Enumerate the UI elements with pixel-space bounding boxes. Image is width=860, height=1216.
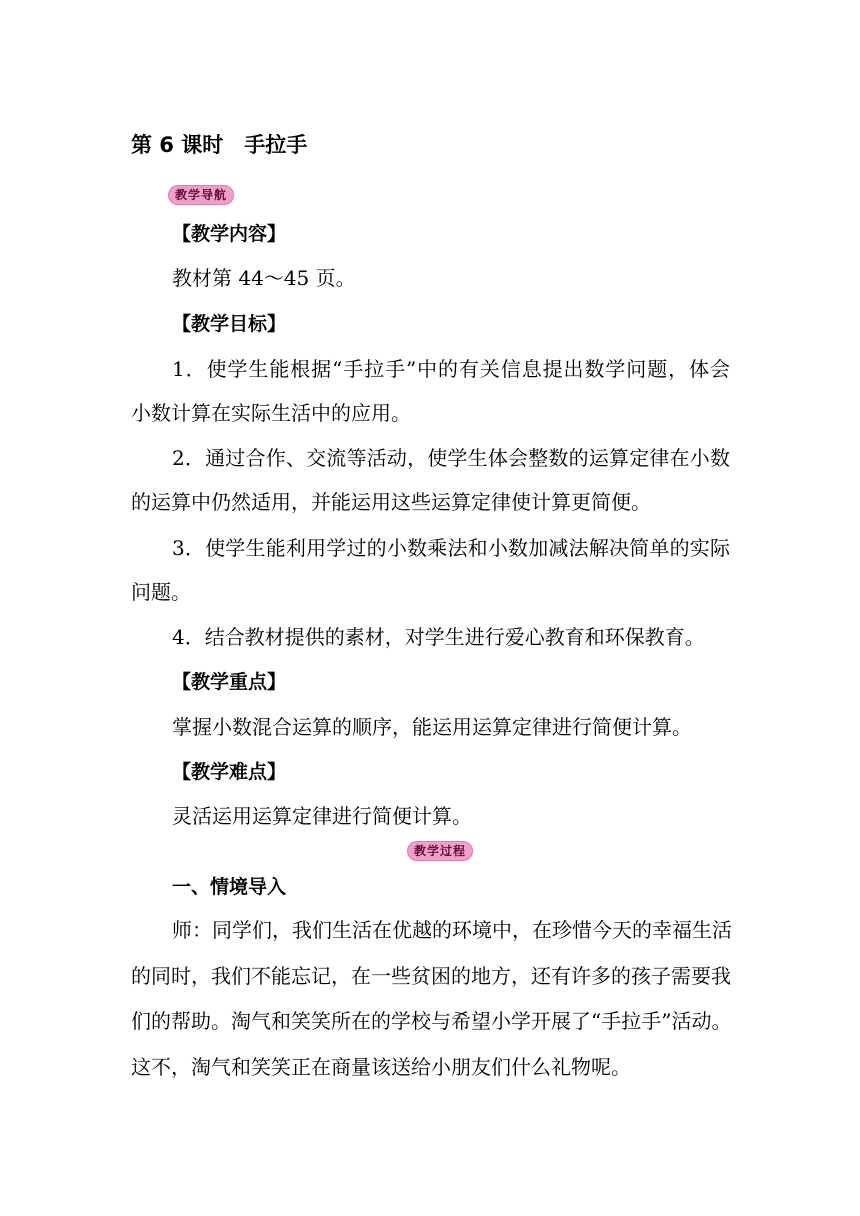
objective-2-line-1: 2．通过合作、交流等活动，使学生体会整数的运算定律在小数 <box>172 446 730 470</box>
lesson-title: 第 6 课时 手拉手 <box>131 133 308 157</box>
section-1-line-2: 的同时，我们不能忘记，在一些贫困的地方，还有许多的孩子需要我 <box>131 964 731 988</box>
teaching-process-badge: 教学过程 <box>407 841 473 861</box>
key-points-text: 掌握小数混合运算的顺序，能运用运算定律进行简便计算。 <box>172 715 692 739</box>
objective-2-line-2: 的运算中仍然适用，并能运用这些运算定律使计算更简便。 <box>131 490 651 514</box>
teaching-guide-badge: 教学导航 <box>168 185 234 205</box>
content-text: 教材第 44～45 页。 <box>172 266 356 290</box>
key-points-heading: 【教学重点】 <box>172 671 287 693</box>
section-1-line-3: 们的帮助。淘气和笑笑所在的学校与希望小学开展了“手拉手”活动。 <box>131 1009 732 1033</box>
objective-3-line-1: 3．使学生能利用学过的小数乘法和小数加减法解决简单的实际 <box>172 536 730 560</box>
section-1-line-1: 师：同学们，我们生活在优越的环境中，在珍惜今天的幸福生活 <box>172 918 732 942</box>
section-1-heading: 一、情境导入 <box>172 876 287 898</box>
content-heading: 【教学内容】 <box>172 223 287 245</box>
difficult-points-text: 灵活运用运算定律进行简便计算。 <box>172 804 472 828</box>
objective-1-line-1: 1．使学生能根据“手拉手”中的有关信息提出数学问题，体会 <box>172 357 730 381</box>
objective-1-line-2: 小数计算在实际生活中的应用。 <box>131 401 411 425</box>
objective-4: 4．结合教材提供的素材，对学生进行爱心教育和环保教育。 <box>172 625 705 649</box>
difficult-points-heading: 【教学难点】 <box>172 761 287 783</box>
objectives-heading: 【教学目标】 <box>172 313 287 335</box>
section-1-line-4: 这不，淘气和笑笑正在商量该送给小朋友们什么礼物呢。 <box>131 1055 631 1079</box>
objective-3-line-2: 问题。 <box>131 580 191 604</box>
